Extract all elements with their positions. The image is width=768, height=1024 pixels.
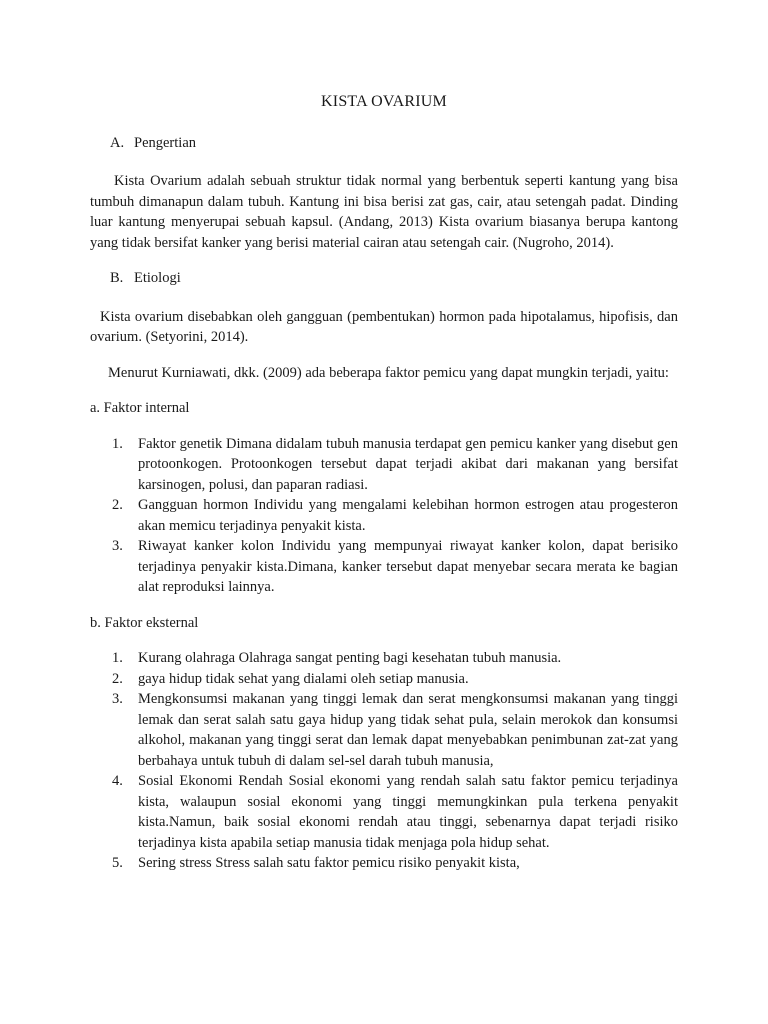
list-item [90, 648, 678, 669]
section-b-marker: B. [110, 270, 124, 286]
list-item [90, 536, 678, 598]
section-a-marker: A. [110, 134, 125, 151]
external-factors-heading: b. Faktor eksternal [90, 614, 199, 631]
list-item [90, 669, 678, 690]
internal-factors-heading: a. Faktor internal [90, 400, 190, 416]
list-item-number: 5. [112, 855, 123, 871]
list-item-text: Mengkonsumsi makanan yang tinggi lemak dan serat mengkonsumsi makanan yang tinggi lemak dan serat salah satu gaya hidup yang tidak sehat pula, selain merokok dan konsumsi alkohol, makanan yang tinggi serat dan lemak dapat menyebabkan penimbunan zat-zat yang berbahaya untuk tubuh di dalam sel-sel darah tubuh manusia, [138, 691, 678, 769]
list-item-text: Kurang olahraga Olahraga sangat penting bagi kesehatan tubuh manusia. [138, 650, 562, 666]
list-item-text: Sosial Ekonomi Rendah Sosial ekonomi yang rendah salah satu faktor pemicu terjadinya kista, walaupun sosial ekonomi yang tinggi memungkinkan pula terkena penyakit kista.Namun, baik sosial ekonomi rendah atau tinggi, sebenarnya dapat terjadi risiko terjadinya kista apabila setiap manusia tidak menjaga pola hidup sehat. [138, 773, 678, 851]
list-item-text: Gangguan hormon Individu yang mengalami kelebihan hormon estrogen atau progesteron akan memicu terjadinya penyakit kista. [138, 497, 678, 534]
section-b-title: Etiologi [134, 270, 181, 286]
section-a-title: Pengertian [134, 134, 197, 151]
list-item-number: 2. [112, 670, 123, 687]
section-b-heading [90, 268, 678, 289]
list-item-text: Riwayat kanker kolon Individu yang mempunyai riwayat kanker kolon, dapat berisiko terjadinya penyakir kista.Dimana, kanker tersebut dapat menyebar secara merata ke bagian alat reproduksi lainnya. [138, 538, 678, 595]
etiologi-paragraph-2: Menurut Kurniawati, dkk. (2009) ada beberapa faktor pemicu yang dapat mungkin terjadi, yaitu: [108, 364, 669, 381]
list-item-number: 3. [112, 691, 123, 707]
document-title: KISTA OVARIUM [321, 93, 447, 110]
list-item-number: 4. [112, 773, 123, 789]
list-item-text: Sering stress Stress salah satu faktor pemicu risiko penyakit kista, [138, 855, 520, 871]
section-a-heading [90, 133, 678, 154]
list-item-text: gaya hidup tidak sehat yang dialami oleh setiap manusia. [138, 670, 469, 687]
document-page [90, 92, 678, 889]
list-item [90, 495, 678, 536]
list-item-number: 2. [112, 497, 123, 513]
pengertian-paragraph: Kista Ovarium adalah sebuah struktur tidak normal yang berbentuk seperti kantung yang bisa tumbuh dimanapun dalam tubuh. Kantung ini bisa berisi zat gas, cair, atau setengah padat. Dinding luar kantung menyerupai sebuah kapsul. (Andang, 2013) Kista ovarium biasanya berupa kantong yang tidak bersifat kanker yang berisi material cairan atau setengah cair. (Nugroho, 2014). [90, 173, 678, 251]
external-factors-list [90, 648, 678, 874]
list-item [90, 689, 678, 771]
list-item [90, 771, 678, 853]
list-item-number: 1. [112, 650, 123, 666]
list-item [90, 853, 678, 874]
list-item-number: 1. [112, 435, 123, 452]
list-item-number: 3. [112, 538, 123, 554]
list-item-text: Faktor genetik Dimana didalam tubuh manusia terdapat gen pemicu kanker yang disebut gen protoonkogen. Protoonkogen tersebut dapat terjadi akibat dari makanan yang bersifat karsinogen, polusi, dan paparan radiasi. [138, 435, 678, 493]
list-item [90, 434, 678, 496]
internal-factors-list [90, 434, 678, 598]
etiologi-paragraph-1: Kista ovarium disebabkan oleh gangguan (pembentukan) hormon pada hipotalamus, hipofisis, dan ovarium. (Setyorini, 2014). [90, 308, 678, 345]
